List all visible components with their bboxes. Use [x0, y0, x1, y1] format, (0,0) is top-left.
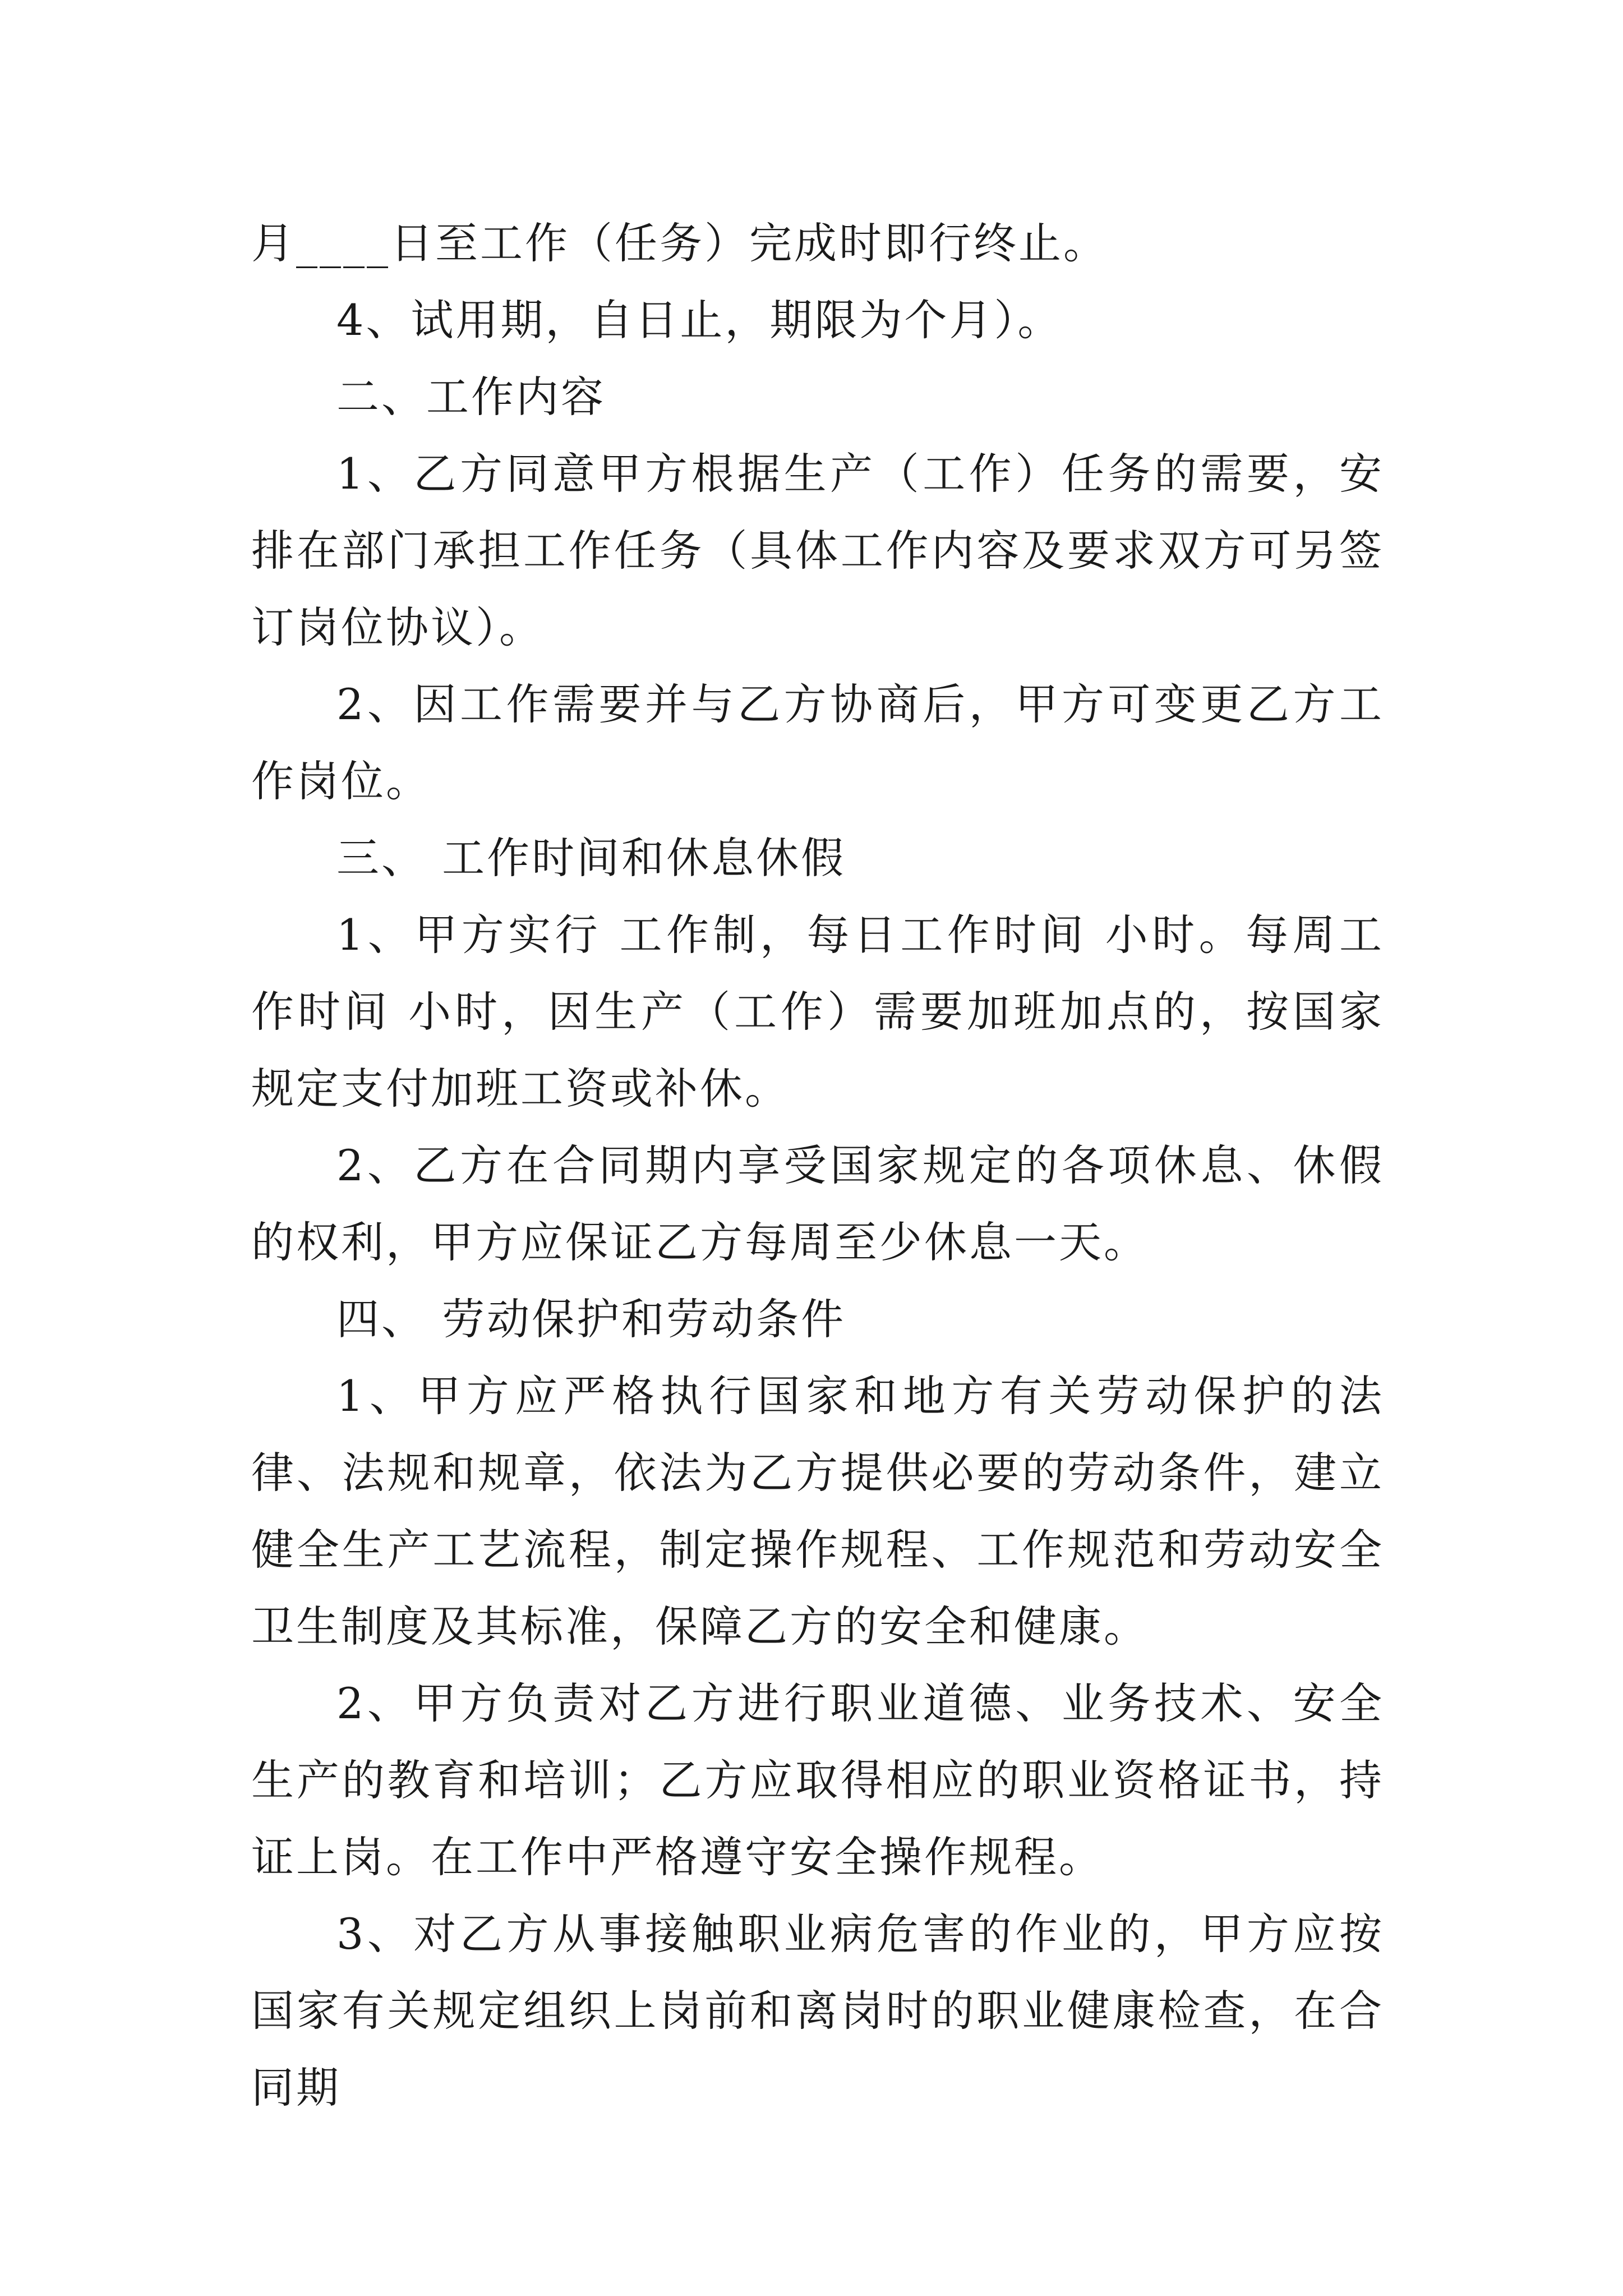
- paragraph-position-change: 2、因工作需要并与乙方协商后，甲方可变更乙方工作岗位。: [251, 679, 1384, 806]
- paragraph-training: 2、甲方负责对乙方进行职业道德、业务技术、安全生产的教育和培训；乙方应取得相应的职业资格证书，持证上岗。在工作中严格遵守安全操作规程。: [251, 1678, 1384, 1882]
- section-heading-labor-protection: 四、 劳动保护和劳动条件: [336, 1294, 846, 1344]
- paragraph-health-checks: 3、对乙方从事接触职业病危害的作业的，甲方应按国家有关规定组织上岗前和离岗时的职业健康检查，在合同期: [251, 1909, 1384, 2113]
- paragraph-work-schedule: 1、甲方实行 工作制，每日工作时间 小时。每周工作时间 小时，因生产（工作）需要加班加点的，按国家规定支付加班工资或补休。: [251, 910, 1384, 1114]
- section-heading-work-hours: 三、 工作时间和休息休假: [336, 833, 846, 883]
- paragraph-work-assignment: 1、乙方同意甲方根据生产（工作）任务的需要，安排在部门承担工作任务（具体工作内容及要求双方可另签订岗位协议）。: [251, 449, 1384, 652]
- section-heading-work-content: 二、工作内容: [336, 372, 606, 422]
- paragraph-probation: 4、试用期，自日止，期限为个月）。: [336, 295, 1063, 345]
- paragraph-term-end: 月____日至工作（任务）完成时即行终止。: [251, 218, 1108, 268]
- document-body: [251, 205, 1384, 2126]
- paragraph-safety-obligations: 1、甲方应严格执行国家和地方有关劳动保护的法律、法规和规章，依法为乙方提供必要的劳动条件，建立健全生产工艺流程，制定操作规程、工作规范和劳动安全卫生制度及其标准，保障乙方的安全和健康。: [251, 1371, 1384, 1651]
- paragraph-rest-rights: 2、乙方在合同期内享受国家规定的各项休息、休假的权利，甲方应保证乙方每周至少休息一天。: [251, 1140, 1384, 1267]
